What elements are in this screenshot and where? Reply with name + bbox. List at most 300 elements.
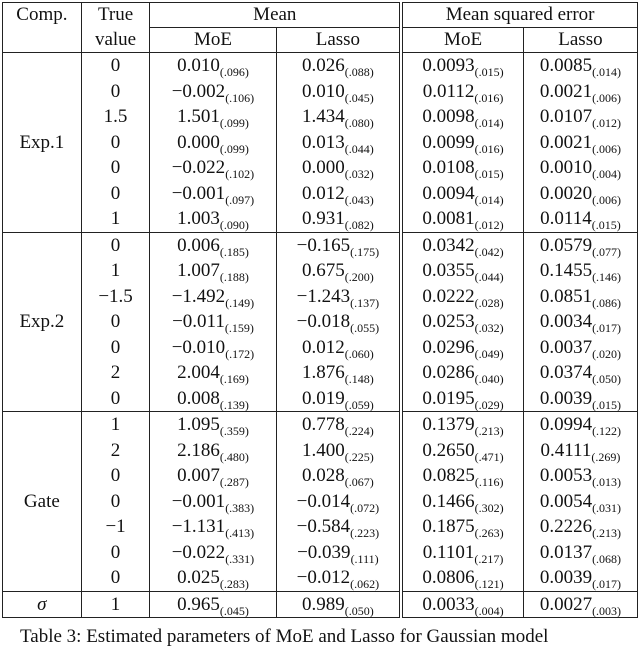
table-row [3, 463, 638, 489]
mse-moe-std-error: (.015) [474, 65, 504, 79]
mean-moe-std-error: (.045) [219, 603, 249, 618]
mean-moe-std-error: (.287) [219, 475, 249, 489]
mean-lasso-value: 0.019 [302, 387, 345, 409]
mean-lasso-value: −0.018 [296, 311, 351, 332]
mean-lasso-std-error: (.059) [344, 397, 374, 412]
table-row [3, 206, 638, 232]
mse-moe-cell [401, 591, 523, 618]
mse-lasso-value: 0.0039 [539, 567, 593, 588]
mean-moe-value: 1.007 [177, 260, 220, 281]
mse-moe-std-error: (.016) [474, 90, 504, 105]
mse-moe-cell [401, 540, 523, 566]
mean-moe-value: 1.501 [177, 106, 220, 127]
mean-moe-cell [150, 79, 276, 105]
mean-moe-value: 1.095 [177, 414, 220, 435]
mean-lasso-std-error: (.223) [350, 526, 380, 540]
mse-lasso-std-error: (.015) [591, 218, 621, 232]
header-mean-moe: MoE [150, 28, 276, 53]
mse-moe-std-error: (.263) [474, 526, 504, 540]
mse-moe-std-error: (.014) [474, 116, 504, 130]
mean-moe-cell [150, 155, 276, 181]
mse-lasso-std-error: (.068) [592, 551, 622, 566]
mean-lasso-std-error: (.080) [344, 116, 374, 130]
mse-moe-std-error: (.049) [474, 346, 504, 361]
mse-moe-cell [401, 53, 523, 79]
mean-lasso-std-error: (.050) [344, 603, 374, 618]
table-row [3, 232, 638, 258]
mse-lasso-value: 0.0851 [539, 285, 593, 307]
mean-lasso-cell [276, 155, 401, 181]
mean-lasso-std-error: (.224) [344, 424, 374, 438]
mean-lasso-std-error: (.111) [350, 551, 379, 566]
mean-lasso-cell [276, 335, 401, 361]
true-value: 0 [81, 565, 150, 591]
mse-lasso-cell [523, 284, 637, 310]
mean-lasso-cell [276, 463, 401, 489]
mse-moe-cell [401, 284, 523, 310]
mse-moe-std-error: (.012) [474, 218, 504, 232]
mean-lasso-value: 0.010 [302, 80, 345, 102]
mean-lasso-cell [276, 438, 401, 464]
mse-moe-cell [401, 412, 523, 438]
mse-moe-value: 0.0094 [422, 182, 475, 204]
mse-lasso-std-error: (.122) [592, 424, 622, 438]
mean-moe-cell [150, 565, 276, 591]
mean-moe-cell [150, 540, 276, 566]
mse-moe-cell [401, 155, 523, 181]
mean-lasso-value: −1.243 [296, 285, 351, 307]
mean-moe-std-error: (.159) [224, 321, 254, 335]
mse-lasso-cell [523, 514, 637, 540]
results-table [2, 2, 638, 618]
true-value: 0 [81, 181, 150, 207]
true-value: 0 [81, 386, 150, 412]
table-row [3, 386, 638, 412]
mse-moe-cell [401, 104, 523, 130]
mse-moe-value: 0.0296 [422, 336, 475, 358]
mean-lasso-cell [276, 591, 401, 618]
table-row [3, 591, 638, 618]
mean-moe-cell [150, 335, 276, 361]
mse-moe-value: 0.0033 [422, 593, 475, 615]
mean-lasso-cell [276, 130, 401, 156]
mse-moe-std-error: (.471) [474, 449, 504, 464]
mse-moe-std-error: (.116) [474, 475, 504, 489]
mean-lasso-std-error: (.032) [344, 167, 374, 181]
mse-lasso-std-error: (.020) [592, 346, 622, 361]
mse-moe-value: 0.0286 [422, 362, 475, 383]
mean-lasso-std-error: (.062) [350, 577, 380, 591]
mse-lasso-cell [523, 463, 637, 489]
mse-moe-std-error: (.032) [474, 321, 504, 335]
mean-lasso-std-error: (.043) [344, 192, 374, 207]
mean-moe-value: −0.022 [171, 157, 226, 178]
mse-lasso-value: 0.0107 [539, 106, 593, 127]
table-row [3, 438, 638, 464]
mse-lasso-value: 0.2226 [539, 516, 593, 537]
mse-lasso-cell [523, 104, 637, 130]
mean-moe-value: 2.186 [177, 439, 220, 461]
mse-moe-value: 0.0222 [422, 285, 475, 307]
mse-moe-cell [401, 130, 523, 156]
true-value: 0 [81, 79, 150, 105]
mean-moe-cell [150, 206, 276, 232]
true-value: 1 [81, 206, 150, 232]
mse-lasso-cell [523, 206, 637, 232]
mse-lasso-std-error: (.269) [591, 449, 621, 464]
true-value: −1.5 [81, 284, 150, 310]
mean-moe-value: 0.006 [177, 234, 220, 256]
header-true-value-2: value [81, 28, 150, 53]
mse-lasso-std-error: (.014) [592, 65, 622, 79]
true-value: 2 [81, 438, 150, 464]
table-row [3, 565, 638, 591]
mean-moe-value: −1.492 [171, 285, 226, 307]
mse-moe-std-error: (.029) [474, 397, 504, 412]
mse-lasso-cell [523, 79, 637, 105]
true-value: 0 [81, 309, 150, 335]
mean-lasso-std-error: (.055) [350, 321, 380, 335]
mean-lasso-cell [276, 181, 401, 207]
mean-moe-value: 0.007 [177, 465, 220, 486]
mse-moe-cell [401, 463, 523, 489]
mse-lasso-cell [523, 335, 637, 361]
mean-lasso-std-error: (.072) [350, 500, 380, 515]
mean-lasso-cell [276, 489, 401, 515]
table-row [3, 489, 638, 515]
mse-lasso-value: 0.0037 [539, 336, 593, 358]
true-value: 0 [81, 53, 150, 79]
mean-lasso-std-error: (.200) [344, 270, 374, 284]
header-mse-lasso: Lasso [523, 28, 637, 53]
mean-lasso-cell [276, 258, 401, 284]
mean-lasso-cell [276, 284, 401, 310]
mse-lasso-std-error: (.006) [592, 90, 622, 105]
mean-moe-cell [150, 309, 276, 335]
mse-lasso-cell [523, 309, 637, 335]
mean-lasso-value: 0.013 [302, 131, 345, 153]
true-value: 0 [81, 155, 150, 181]
mse-moe-value: 0.0099 [422, 131, 475, 153]
mse-moe-value: 0.0355 [422, 260, 475, 281]
mse-moe-value: 0.1101 [422, 541, 475, 563]
mean-lasso-std-error: (.148) [344, 372, 374, 386]
table-row [3, 79, 638, 105]
mean-lasso-value: −0.165 [296, 234, 351, 256]
mse-lasso-std-error: (.012) [592, 116, 622, 130]
mse-lasso-std-error: (.086) [592, 295, 622, 310]
mean-moe-std-error: (.099) [219, 141, 249, 156]
mean-lasso-value: 0.028 [302, 465, 345, 486]
mse-moe-value: 0.0108 [422, 157, 475, 178]
mean-lasso-cell [276, 540, 401, 566]
mse-moe-cell [401, 258, 523, 284]
mse-moe-cell [401, 489, 523, 515]
mean-moe-std-error: (.090) [219, 218, 249, 232]
mse-lasso-cell [523, 232, 637, 258]
table-caption: Table 3: Estimated parameters of MoE and Lasso for Gaussian model [20, 626, 549, 647]
mse-moe-cell [401, 360, 523, 386]
mse-lasso-value: 0.0085 [539, 55, 593, 76]
mse-lasso-std-error: (.003) [592, 603, 622, 618]
true-value: 1.5 [81, 104, 150, 130]
mean-lasso-std-error: (.088) [344, 65, 374, 79]
mse-lasso-value: 0.0374 [539, 362, 593, 383]
mean-moe-value: 0.010 [177, 55, 220, 76]
mse-lasso-value: 0.0010 [539, 157, 593, 178]
mean-moe-std-error: (.169) [219, 372, 249, 386]
mse-lasso-cell [523, 591, 637, 618]
mean-moe-std-error: (.139) [219, 397, 249, 412]
mse-moe-value: 0.0253 [422, 311, 475, 332]
mse-moe-std-error: (.040) [474, 372, 504, 386]
true-value: 0 [81, 335, 150, 361]
mse-moe-value: 0.0093 [422, 55, 475, 76]
mean-moe-cell [150, 514, 276, 540]
table-row [3, 155, 638, 181]
mse-lasso-value: 0.0034 [539, 311, 593, 332]
mse-lasso-value: 0.0054 [539, 490, 593, 512]
true-value: 0 [81, 540, 150, 566]
true-value: 1 [81, 412, 150, 438]
header-mse-moe: MoE [401, 28, 523, 53]
mse-moe-std-error: (.217) [474, 551, 504, 566]
mean-moe-value: 0.025 [177, 567, 220, 588]
true-value: 0 [81, 130, 150, 156]
mean-moe-cell [150, 386, 276, 412]
mean-moe-cell [150, 181, 276, 207]
mse-moe-std-error: (.016) [474, 141, 504, 156]
mean-lasso-cell [276, 412, 401, 438]
mean-lasso-value: 1.876 [302, 362, 345, 383]
component-label: σ [3, 591, 82, 618]
mse-lasso-std-error: (.013) [592, 475, 622, 489]
header-mean-lasso: Lasso [315, 29, 361, 50]
mse-moe-value: 0.1379 [422, 414, 475, 435]
mean-moe-value: −0.002 [171, 80, 226, 102]
mean-moe-std-error: (.383) [225, 500, 255, 515]
mean-moe-value: −0.001 [171, 182, 226, 204]
true-value: 0 [81, 489, 150, 515]
mean-moe-value: −1.131 [171, 516, 226, 537]
mse-lasso-std-error: (.077) [592, 244, 622, 259]
mse-moe-cell [401, 181, 523, 207]
mse-lasso-value: 0.0039 [539, 387, 593, 409]
true-value: 0 [81, 232, 150, 258]
mse-moe-cell [401, 335, 523, 361]
mse-moe-cell [401, 232, 523, 258]
mse-lasso-cell [523, 155, 637, 181]
header-true-value-1: True [81, 3, 150, 28]
mse-lasso-cell [523, 181, 637, 207]
mean-moe-std-error: (.096) [219, 65, 249, 79]
mse-lasso-cell [523, 386, 637, 412]
component-label: Exp.1 [3, 53, 82, 233]
mse-lasso-std-error: (.015) [592, 397, 622, 412]
mean-moe-cell [150, 412, 276, 438]
table-row [3, 360, 638, 386]
mean-lasso-value: −0.014 [296, 490, 351, 512]
mean-lasso-value: 0.026 [302, 55, 345, 76]
mse-lasso-std-error: (.050) [592, 372, 622, 386]
true-value: 1 [81, 591, 150, 618]
mean-lasso-value: 0.000 [302, 157, 345, 178]
mean-moe-cell [150, 489, 276, 515]
true-value: 1 [81, 258, 150, 284]
mse-moe-cell [401, 309, 523, 335]
mean-moe-cell [150, 258, 276, 284]
mse-lasso-cell [523, 540, 637, 566]
mse-moe-value: 0.1875 [422, 516, 475, 537]
mean-lasso-value: 0.989 [302, 593, 345, 615]
mean-moe-cell [150, 130, 276, 156]
mean-moe-std-error: (.413) [225, 526, 255, 540]
mean-lasso-std-error: (.060) [344, 346, 374, 361]
mean-lasso-cell [276, 53, 401, 79]
mean-moe-cell [150, 591, 276, 618]
mse-moe-std-error: (.028) [474, 295, 504, 310]
mse-moe-value: 0.0806 [422, 567, 475, 588]
mse-lasso-cell [523, 53, 637, 79]
mean-moe-value: −0.001 [171, 490, 226, 512]
mean-lasso-std-error: (.225) [344, 449, 374, 464]
mse-lasso-cell [523, 565, 637, 591]
mse-lasso-std-error: (.146) [592, 270, 622, 284]
mse-lasso-std-error: (.017) [592, 321, 622, 335]
table-row [3, 540, 638, 566]
mean-moe-value: 0.000 [177, 131, 220, 153]
mse-lasso-value: 0.0994 [539, 414, 593, 435]
mean-moe-cell [150, 284, 276, 310]
mean-moe-std-error: (.172) [225, 346, 255, 361]
mse-lasso-std-error: (.213) [592, 526, 622, 540]
mean-lasso-value: 0.012 [302, 182, 345, 204]
header-mse: Mean squared error [401, 3, 637, 28]
table-row [3, 412, 638, 438]
true-value: 0 [81, 463, 150, 489]
mse-lasso-value: 0.0053 [539, 465, 593, 486]
table-row [3, 258, 638, 284]
mean-moe-cell [150, 232, 276, 258]
mean-lasso-std-error: (.045) [344, 90, 374, 105]
mean-lasso-value: −0.012 [296, 567, 351, 588]
table-row [3, 53, 638, 79]
true-value: 2 [81, 360, 150, 386]
mean-lasso-std-error: (.175) [350, 244, 380, 259]
mse-moe-std-error: (.044) [474, 270, 504, 284]
mse-lasso-cell [523, 130, 637, 156]
mse-moe-std-error: (.042) [474, 244, 504, 259]
mean-lasso-value: −0.584 [296, 516, 351, 537]
mean-lasso-value: 0.675 [302, 260, 345, 281]
mean-moe-value: 0.008 [177, 387, 220, 409]
mse-moe-cell [401, 79, 523, 105]
mean-moe-cell [150, 104, 276, 130]
table-row [3, 309, 638, 335]
mean-moe-std-error: (.480) [219, 449, 249, 464]
mean-lasso-cell [276, 232, 401, 258]
mse-lasso-std-error: (.031) [592, 500, 622, 515]
component-label: Gate [3, 412, 82, 592]
mse-moe-std-error: (.213) [474, 424, 504, 438]
mse-moe-std-error: (.121) [474, 577, 504, 591]
mean-moe-std-error: (.283) [219, 577, 249, 591]
mean-lasso-std-error: (.082) [344, 218, 374, 232]
mse-moe-std-error: (.014) [474, 192, 504, 207]
mse-lasso-cell [523, 258, 637, 284]
mean-lasso-value: 0.778 [302, 414, 345, 435]
mse-lasso-value: 0.4111 [540, 439, 592, 461]
mean-lasso-std-error: (.137) [350, 295, 380, 310]
mse-moe-cell [401, 514, 523, 540]
mse-moe-value: 0.0098 [422, 106, 475, 127]
table-row [3, 284, 638, 310]
mse-moe-value: 0.0195 [422, 387, 475, 409]
mse-lasso-value: 0.0021 [539, 131, 593, 153]
mse-lasso-cell [523, 360, 637, 386]
mean-moe-std-error: (.102) [225, 167, 255, 181]
mse-moe-std-error: (.004) [474, 603, 504, 618]
mse-moe-cell [401, 206, 523, 232]
mean-moe-std-error: (.359) [219, 424, 249, 438]
mean-moe-value: −0.011 [172, 311, 225, 332]
mean-moe-std-error: (.149) [225, 295, 255, 310]
mean-moe-std-error: (.097) [225, 192, 255, 207]
table-row [3, 335, 638, 361]
mean-lasso-std-error: (.044) [344, 141, 374, 156]
mean-lasso-value: 0.931 [302, 208, 345, 229]
true-value: −1 [81, 514, 150, 540]
mean-moe-cell [150, 463, 276, 489]
mse-lasso-std-error: (.006) [592, 141, 622, 156]
mean-lasso-value: 1.400 [302, 439, 345, 461]
mse-moe-value: 0.0825 [422, 465, 475, 486]
mean-lasso-value: 1.434 [302, 106, 345, 127]
mean-moe-value: 0.965 [177, 593, 220, 615]
mean-lasso-value: −0.039 [297, 541, 351, 563]
mean-moe-std-error: (.331) [225, 551, 255, 566]
mean-moe-cell [150, 438, 276, 464]
mean-lasso-cell [276, 565, 401, 591]
mean-lasso-cell [276, 386, 401, 412]
mse-lasso-value: 0.0114 [540, 208, 592, 229]
mse-lasso-std-error: (.004) [592, 167, 622, 181]
mean-lasso-cell [276, 309, 401, 335]
mse-moe-std-error: (.015) [474, 167, 504, 181]
mse-moe-value: 0.0342 [422, 234, 475, 256]
mse-moe-cell [401, 386, 523, 412]
header-comp-blank [3, 28, 82, 53]
mse-lasso-value: 0.1455 [539, 260, 593, 281]
header-comp: Comp. [3, 3, 82, 28]
mse-lasso-value: 0.0021 [539, 80, 593, 102]
mean-moe-std-error: (.106) [225, 90, 255, 105]
mse-lasso-std-error: (.017) [592, 577, 622, 591]
mse-lasso-cell [523, 489, 637, 515]
mean-moe-value: 1.003 [177, 208, 220, 229]
mean-lasso-cell [276, 79, 401, 105]
table-row [3, 130, 638, 156]
mse-moe-cell [401, 565, 523, 591]
mse-moe-value: 0.0081 [422, 208, 475, 229]
mean-lasso-cell [276, 206, 401, 232]
mse-lasso-value: 0.0020 [539, 182, 593, 204]
header-mean: Mean [150, 3, 401, 28]
mse-moe-value: 0.0112 [422, 80, 475, 102]
mse-moe-value: 0.2650 [422, 439, 475, 461]
mse-lasso-cell [523, 438, 637, 464]
mse-moe-std-error: (.302) [474, 500, 504, 515]
